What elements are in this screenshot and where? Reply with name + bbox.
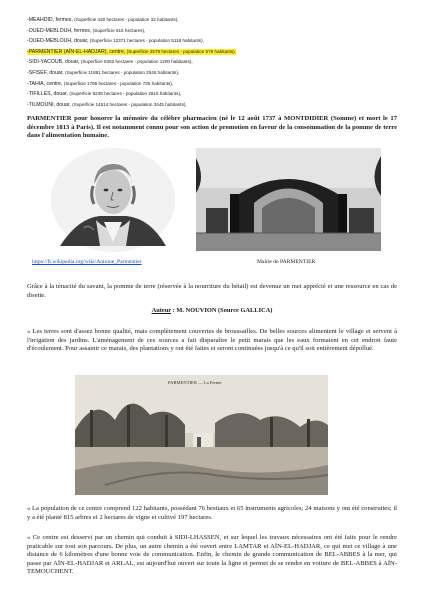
locality-detail: (Superficie 14514 hectares - population 3445 habitants), (72, 101, 187, 107)
gate-caption: Mairie de PARMENTIER (257, 259, 316, 265)
locality-entry (27, 38, 204, 44)
locality-detail: (Superficie 2579 hectares - population 579 habitants), (126, 48, 236, 54)
locality-detail: (Superficie 11881 hectares - population 2545 habitants), (65, 69, 180, 75)
locality-entry (27, 102, 187, 108)
locality-item (27, 68, 407, 79)
locality-entry (27, 17, 178, 23)
locality-name: -PARMENTIER (AÏN-EL-HADJAR), centre, (27, 48, 127, 55)
locality-name: -TIFILLES, douar, (27, 91, 70, 98)
locality-item (27, 47, 407, 58)
locality-entry (27, 70, 179, 76)
tenacity-paragraph: Grâce à la ténacité du savant, la pomme de terre (réservée à la nourriture du bétail) est devenue un met apprécié et une ressource en cas de disette. (27, 283, 397, 299)
locality-detail: (Superficie 8235 hectares - population 2815 habitants), (69, 91, 182, 97)
locality-entry (27, 59, 193, 65)
locality-item (27, 57, 407, 68)
mairie-gate-photo (196, 148, 381, 251)
locality-name: -TAHIA, centre, (27, 80, 64, 87)
locality-detail: (Superficie 1795 hectares - population 725 habitants), (63, 80, 174, 86)
quote-springs: « Les terres sont d'assez bonne qualité, mais complètement couvertes de broussailles. De belles sources alimentent le village et servent à l'irrigation des jardins. L'aménagement de ces sources a fait disparaître le petit marais que les eaux formaient en cet endroit faute d'écoulement. Pour assainir ce marais, des plantations y ont été faites et seront continuées jusqu'à ce qu'il soit entièrement dépollué. (27, 328, 397, 353)
author-line (0, 307, 424, 314)
locality-entry (27, 91, 181, 97)
portrait-source-link[interactable]: https://fr.wikipedia.org/wiki/Antoine_Parmentier (32, 259, 142, 265)
intro-paragraph (27, 115, 397, 141)
locality-item (27, 89, 407, 100)
locality-item (27, 26, 407, 37)
quote-roads: « Ce centre est desservi par un chemin qui conduit à SIDI-LHASSEN, et sur lequel les travaux nécessaires ont été faits pour le rendre praticable sur tout son parcours. De plus, un autre chemin a été ouvert entre LAMTAR et AÏN-EL-HADJAR, ce qui met ce village à une distance de 6 kilomètres d'une bonne voie de communication. Enfin, le chemin de grande communication de BEL-ABBES à la mer, qui passe par AÏN-EL-HADJAR et ARLAL, est aujourd'hui ouvert sur toute la ligne et permet de se rendre en voiture de BEL-ABBES à AÏN-TEMOUCHENT. (27, 534, 397, 576)
locality-item (27, 36, 407, 47)
locality-item (27, 79, 407, 90)
locality-entry (27, 81, 173, 87)
locality-name: -TILMOUNI, douar, (27, 101, 73, 108)
author-label: Auteur (151, 307, 171, 314)
locality-name: -OUED-MEBLOUH, douar, (27, 38, 90, 45)
locality-detail: (Superficie 420 hectares - population 32 habitants), (74, 17, 179, 22)
intro-text: PARMENTIER pour honorer la mémoire du célèbre pharmacien (né le 12 août 1737 à MONTDIDIER (Somme) et mort le 17 décembre 1813 à Paris). Il est notamment connu pour son action de promotion en faveur de la consommation de la pomme de terre dans l'alimentation humaine. (27, 115, 397, 140)
author-name: : M. NOUVION (Source GALLICA) (171, 307, 273, 314)
locality-list (27, 15, 407, 110)
locality-detail: (Superficie 12371 hectares - population 5118 habitants), (89, 38, 204, 44)
locality-detail: (Superficie 615 hectares), (92, 27, 146, 33)
locality-entry (27, 28, 145, 34)
postcard-title: PARMENTIER — La Ferme (168, 380, 222, 385)
locality-name: -SFISEF, douar, (27, 69, 66, 76)
locality-item (27, 100, 407, 111)
quote-population: « La population de ce centre comprend 122 habitants, possédant 76 bestiaux et 65 instruments agricoles; 24 maisons y ont été construites; il y a été planté 815 arbres et 2 hectares de vigne et cultivé 197 hectares. (27, 505, 397, 521)
locality-name: -OUED-MEBLOUH, fermes, (27, 27, 93, 34)
postcard-photo (75, 375, 328, 495)
locality-detail: (Superficie 8262 hectares - population 1200 habitants), (80, 59, 193, 65)
locality-entry (27, 49, 236, 55)
locality-name: -SIDI-YACOUB, douar, (27, 59, 81, 66)
locality-name: -MEAHDID, fermes, (27, 17, 75, 23)
locality-item (27, 15, 407, 26)
parmentier-portrait (48, 146, 178, 254)
